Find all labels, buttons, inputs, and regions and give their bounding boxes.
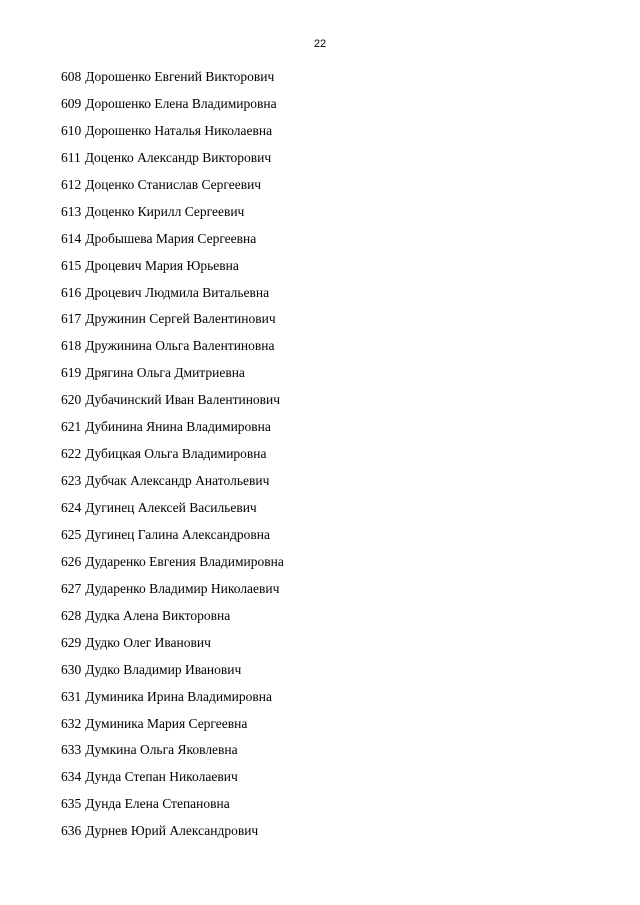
list-item (61, 764, 284, 791)
entry-number: 632 (61, 715, 82, 731)
entry-name: Дунда Елена Степановна (85, 796, 230, 812)
entry-number: 618 (61, 338, 82, 354)
list-item (61, 549, 284, 576)
entry-number: 636 (61, 823, 82, 839)
list-item (61, 199, 284, 226)
list-item (61, 145, 284, 172)
list-item (61, 603, 284, 630)
list-item (61, 333, 284, 360)
entry-name: Дударенко Владимир Николаевич (85, 580, 280, 596)
list-item (61, 306, 284, 333)
entry-number: 615 (61, 257, 82, 273)
entry-name: Дударенко Евгения Владимировна (85, 553, 284, 569)
entry-name: Дубачинский Иван Валентинович (85, 392, 281, 408)
list-item (61, 657, 284, 684)
entry-name: Дубицкая Ольга Владимировна (85, 446, 267, 462)
entry-number: 625 (61, 526, 82, 542)
entry-name: Дорошенко Евгений Викторович (85, 69, 275, 84)
entry-name: Думкина Ольга Яковлевна (85, 742, 238, 758)
entry-name: Дудка Алена Викторовна (85, 607, 231, 623)
entry-number: 628 (61, 607, 82, 623)
entry-number: 629 (61, 634, 82, 650)
entry-name: Доценко Александр Викторович (84, 149, 272, 165)
entry-number: 616 (61, 284, 82, 300)
list-item (61, 91, 284, 118)
entry-number: 630 (61, 661, 82, 677)
list-item (61, 818, 284, 845)
entry-number: 627 (61, 580, 82, 596)
list-item (61, 387, 284, 414)
entry-name: Дудко Владимир Иванович (85, 661, 242, 677)
entry-name: Доценко Станислав Сергеевич (85, 176, 262, 192)
entry-number: 620 (61, 392, 82, 408)
entry-name: Думиника Ирина Владимировна (85, 688, 272, 704)
list-item (61, 64, 284, 91)
list-item (61, 791, 284, 818)
entry-number: 633 (61, 742, 82, 758)
entry-name: Дурнев Юрий Александрович (85, 823, 259, 839)
entry-number: 623 (61, 473, 82, 489)
list-item (61, 495, 284, 522)
list-item (61, 576, 284, 603)
entry-number: 622 (61, 446, 82, 462)
page-number: 22 (313, 38, 327, 50)
list-item (61, 172, 284, 199)
entry-number: 610 (61, 122, 82, 138)
entry-number: 609 (61, 95, 82, 111)
entry-name: Думиника Мария Сергеевна (85, 715, 248, 731)
entry-number: 619 (61, 365, 82, 381)
entry-number: 614 (61, 230, 82, 246)
list-item (61, 226, 284, 253)
entry-name: Дрягина Ольга Дмитриевна (85, 365, 245, 381)
entry-name: Доценко Кирилл Сергеевич (85, 203, 245, 219)
entry-name: Дроцевич Людмила Витальевна (85, 284, 270, 300)
entry-name: Дорошенко Елена Владимировна (85, 95, 277, 111)
entry-number: 608 (61, 69, 82, 84)
list-item (61, 414, 284, 441)
entry-name: Дружинин Сергей Валентинович (85, 311, 276, 327)
entry-name: Дунда Степан Николаевич (85, 769, 238, 785)
entry-number: 631 (61, 688, 82, 704)
entry-name: Дугинец Алексей Васильевич (85, 500, 257, 515)
list-item (61, 468, 284, 495)
list-item (61, 684, 284, 711)
list-item (61, 630, 284, 657)
name-list (61, 64, 284, 845)
entry-name: Дугинец Галина Александровна (85, 526, 270, 542)
entry-number: 612 (61, 176, 82, 192)
list-item (61, 441, 284, 468)
list-item (61, 253, 284, 280)
list-item (61, 118, 284, 145)
list-item (61, 711, 284, 738)
entry-number: 621 (61, 419, 82, 435)
entry-name: Дубинина Янина Владимировна (85, 419, 271, 435)
entry-name: Дробышева Мария Сергеевна (85, 230, 257, 246)
entry-number: 617 (61, 311, 82, 327)
entry-name: Дудко Олег Иванович (85, 634, 211, 650)
entry-number: 613 (61, 203, 82, 219)
entry-name: Дубчак Александр Анатольевич (85, 473, 270, 489)
entry-number: 624 (61, 500, 82, 515)
entry-number: 634 (61, 769, 82, 785)
list-item (61, 522, 284, 549)
entry-number: 626 (61, 553, 82, 569)
entry-number: 611 (61, 149, 81, 165)
entry-number: 635 (61, 796, 82, 812)
list-item (61, 360, 284, 387)
entry-name: Дроцевич Мария Юрьевна (85, 257, 239, 273)
entry-name: Дружинина Ольга Валентиновна (85, 338, 275, 354)
list-item (61, 280, 284, 307)
list-item (61, 737, 284, 764)
entry-name: Дорошенко Наталья Николаевна (85, 122, 273, 138)
